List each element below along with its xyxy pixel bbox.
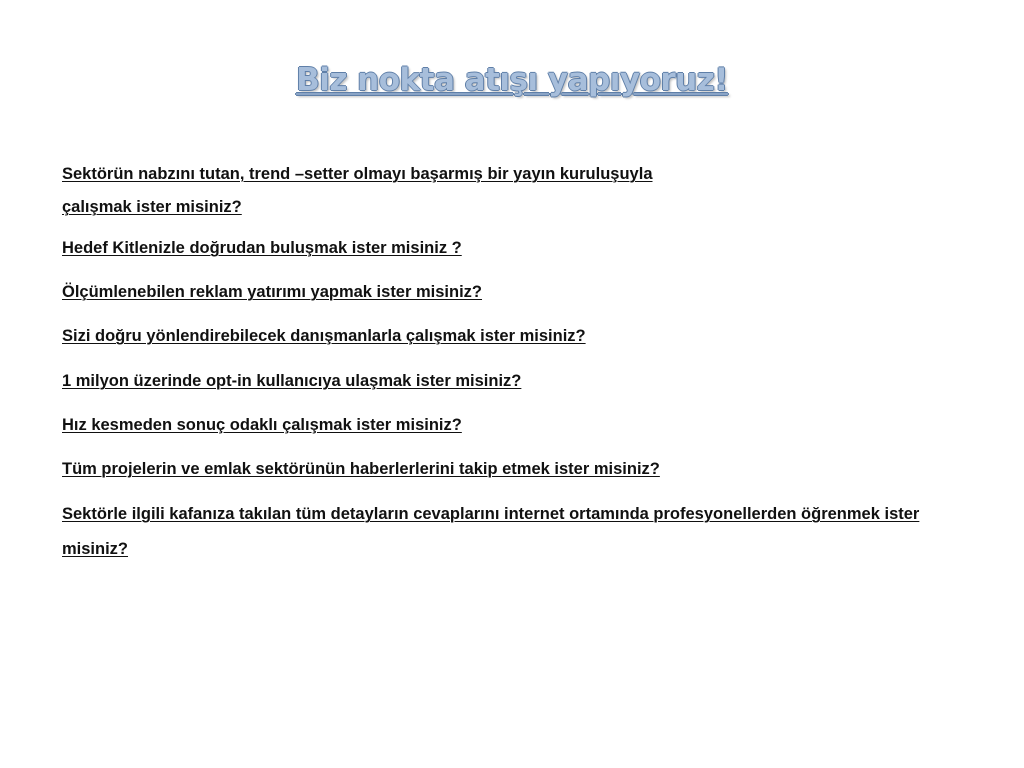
question-1-line-2: çalışmak ister misiniz?	[62, 198, 242, 216]
question-1-line-1: Sektörün nabzını tutan, trend –setter olmayı başarmış bir yayın kuruluşuyla	[62, 165, 653, 183]
question-4: Sizi doğru yönlendirebilecek danışmanlarla çalışmak ister misiniz?	[62, 327, 586, 345]
slide-title: Biz nokta atışı yapıyoruz!	[296, 62, 728, 98]
question-8-line-2: misiniz?	[62, 540, 129, 558]
question-6: Hız kesmeden sonuç odaklı çalışmak ister misiniz?	[62, 416, 462, 434]
question-2: Hedef Kitlenizle doğrudan buluşmak ister misiniz ?	[62, 239, 462, 257]
question-7: Tüm projelerin ve emlak sektörünün haberlerlerini takip etmek ister misiniz?	[62, 460, 660, 478]
question-8-line-1: Sektörle ilgili kafanıza takılan tüm detayların cevaplarını internet ortamında profesyonellerden öğrenmek ister	[62, 505, 920, 523]
question-5: 1 milyon üzerinde opt-in kullanıcıya ulaşmak ister misiniz?	[62, 372, 522, 390]
question-3: Ölçümlenebilen reklam yatırımı yapmak ister misiniz?	[62, 283, 483, 301]
